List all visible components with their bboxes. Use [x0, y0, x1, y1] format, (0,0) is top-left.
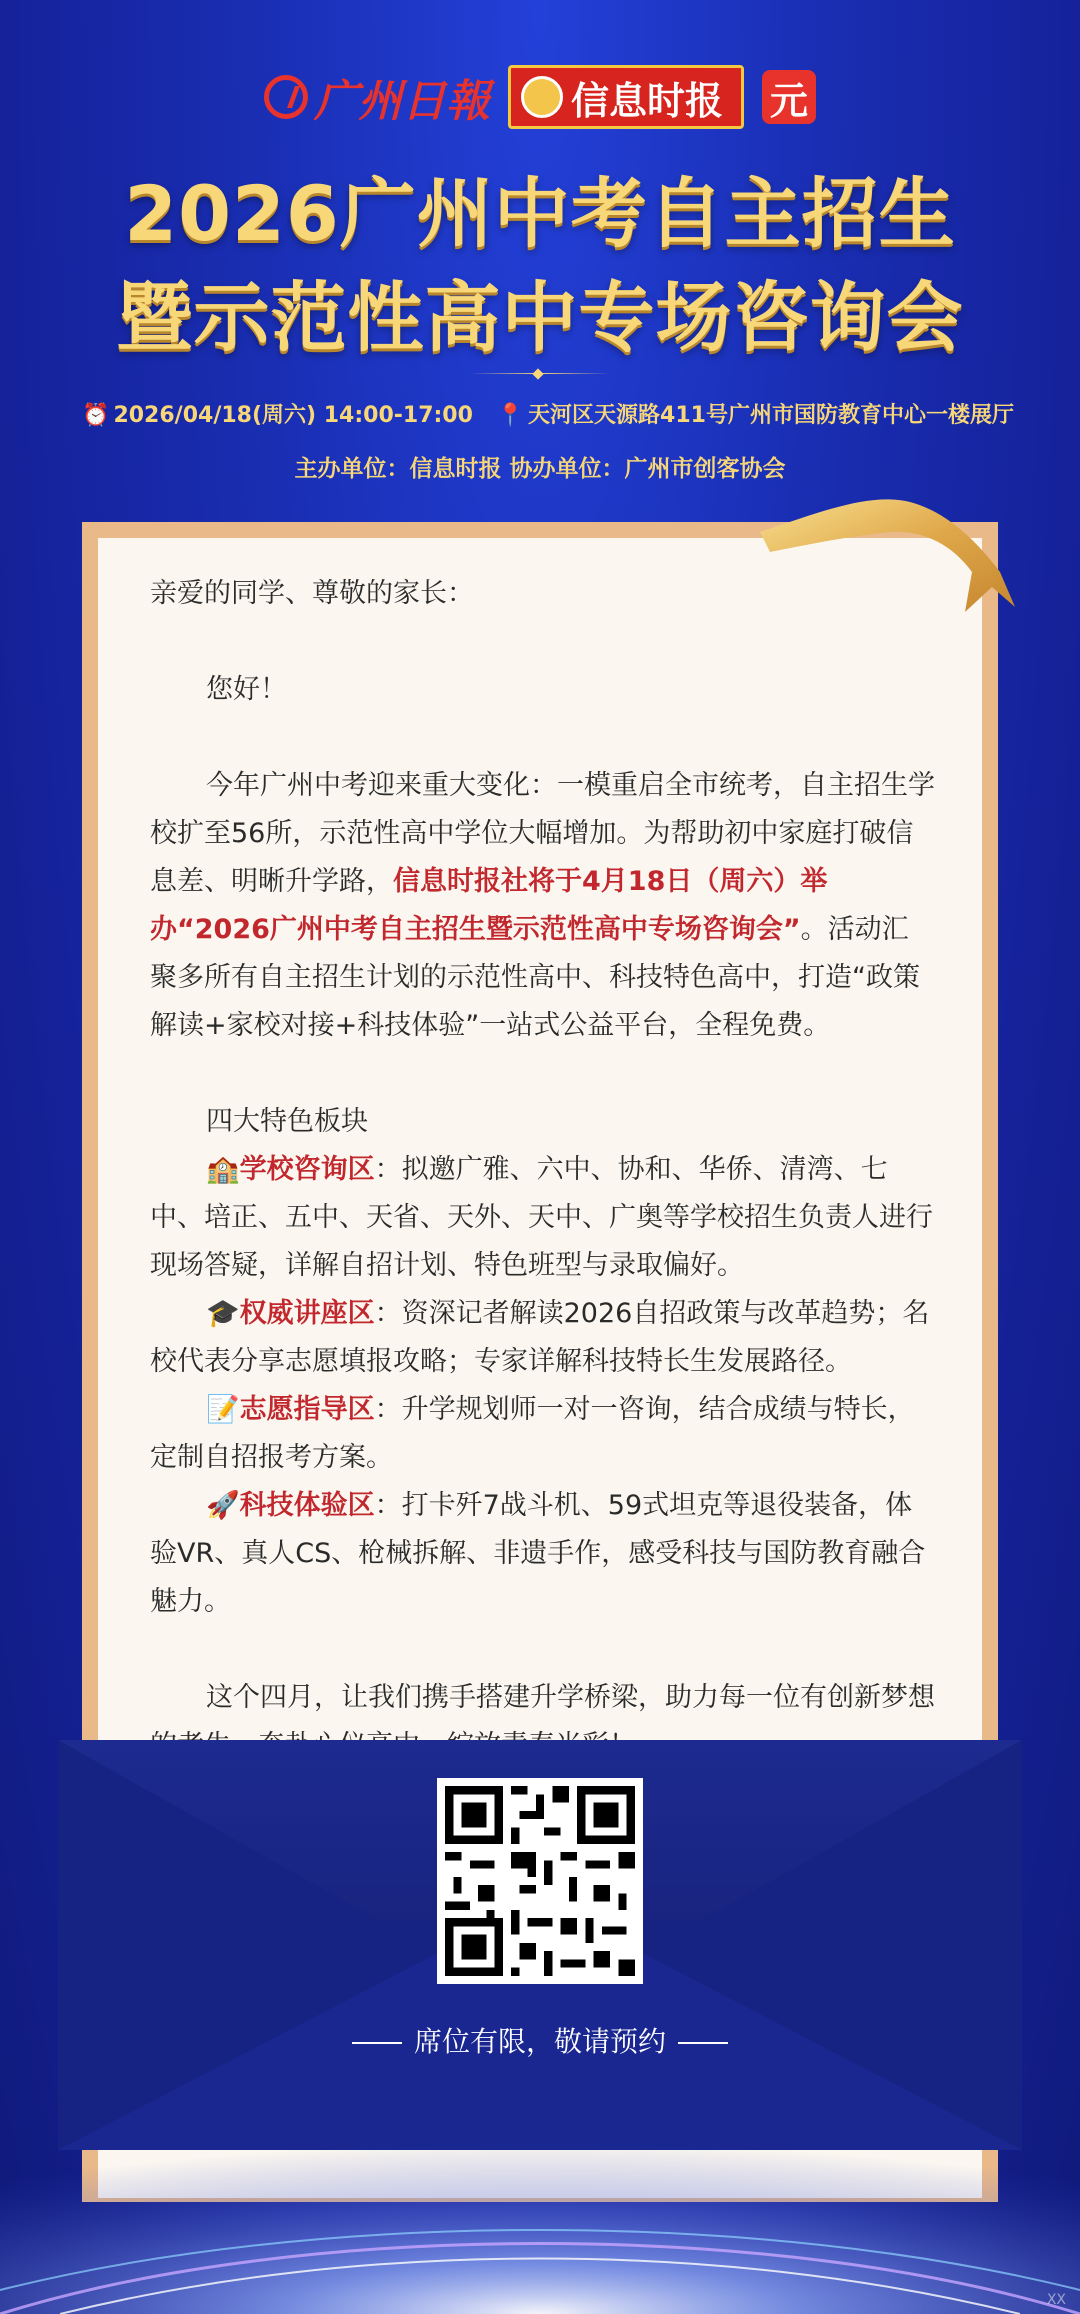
- partner-logo-text: 元: [769, 78, 808, 123]
- intro-text-2: 。活动汇聚多所有自主招生计划的示范性高中、科技特色高中，打造“政策解读+家校对接+科技体验”一站式公益平台，全程免费。: [150, 914, 920, 1041]
- cta-text: 席位有限，敬请预约: [413, 2025, 666, 2058]
- xinxi-shibao-text: 信息时报: [570, 78, 723, 123]
- guangzhou-daily-mark-icon: [264, 75, 308, 119]
- section-school-consult: [150, 1146, 935, 1290]
- section-text: ：拟邀广雅、六中、协和、华侨、清湾、七中、培正、五中、天省、天外、天中、广奥等学校招生负责人进行现场答疑，详解自招计划、特色班型与录取偏好。: [150, 1154, 933, 1281]
- cta-line-right: [678, 2042, 728, 2044]
- organizers: 主办单位：信息时报 协办单位：广州市创客协会: [294, 456, 786, 482]
- section-name: 志愿指导区: [239, 1394, 375, 1425]
- title-line-2: 暨示范性高中专场咨询会: [116, 273, 964, 362]
- intro-highlight: 信息时报社将于4月18日（周六）举办“2026广州中考自主招生暨示范性高中专场咨询会”: [150, 866, 828, 945]
- guangzhou-daily-text: 广州日報: [313, 76, 490, 127]
- event-location: 天河区天源路411号广州市国防教育中心一楼展厅: [528, 403, 1014, 428]
- school-icon: 🏫: [206, 1154, 240, 1185]
- letter-greeting: 亲爱的同学、尊敬的家长：: [150, 578, 474, 609]
- page-title: [0, 162, 1080, 370]
- letter-body: [150, 570, 935, 1770]
- section-name: 科技体验区: [239, 1490, 375, 1521]
- section-lecture: [150, 1290, 935, 1386]
- clock-icon: ⏰: [82, 403, 110, 428]
- memo-icon: 📝: [206, 1394, 240, 1425]
- watermark: XX: [1046, 2292, 1066, 2308]
- section-guidance: [150, 1386, 935, 1482]
- title-line-1: 2026广州中考自主招生: [124, 169, 956, 258]
- partner-logo: [762, 70, 816, 124]
- event-datetime: 2026/04/18(周六) 14:00-17:00: [113, 403, 473, 428]
- logo-bar: [0, 62, 1080, 132]
- cta-line-left: [352, 2042, 402, 2044]
- title-divider: [470, 370, 610, 378]
- letter-closing: 这个四月，让我们携手搭建升学桥梁，助力每一位有创新梦想: [206, 1682, 935, 1713]
- graduation-cap-icon: 🎓: [206, 1298, 240, 1329]
- section-tech: [150, 1482, 935, 1626]
- letter-hello: 您好！: [206, 674, 287, 705]
- intro-text-1: 今年广州中考迎来重大变化：一模重启全市统考，自主招生学校扩至56所，示范性高中学位大幅增加。为帮助初中家庭打破信息差、明晰升学路，: [150, 770, 935, 897]
- lion-seal-icon: [521, 76, 563, 118]
- rocket-icon: 🚀: [206, 1490, 240, 1521]
- section-text: ：打卡歼7战斗机、59式坦克等退役装备，体验VR、真人CS、枪械拆解、非遗手作，感受科技与国防教育融合魅力。: [150, 1490, 926, 1617]
- section-text: ：升学规划师一对一咨询，结合成绩与特长，定制自招报考方案。: [150, 1394, 915, 1473]
- reservation-call-to-action: [0, 2020, 1080, 2060]
- guangzhou-daily-logo: [264, 65, 490, 129]
- light-trails-decoration: [0, 2100, 1080, 2314]
- blocks-title: 四大特色板块: [206, 1106, 368, 1137]
- location-pin-icon: 📍: [496, 403, 525, 428]
- section-name: 权威讲座区: [239, 1298, 375, 1329]
- section-text: ：资深记者解读2026自招政策与改革趋势；名校代表分享志愿填报攻略；专家详解科技特长生发展路径。: [150, 1298, 930, 1377]
- qr-code[interactable]: [437, 1778, 643, 1984]
- event-info: [0, 398, 1080, 429]
- xinxi-shibao-logo: [508, 65, 744, 129]
- letter-intro: [150, 762, 935, 1050]
- section-name: 学校咨询区: [239, 1154, 375, 1185]
